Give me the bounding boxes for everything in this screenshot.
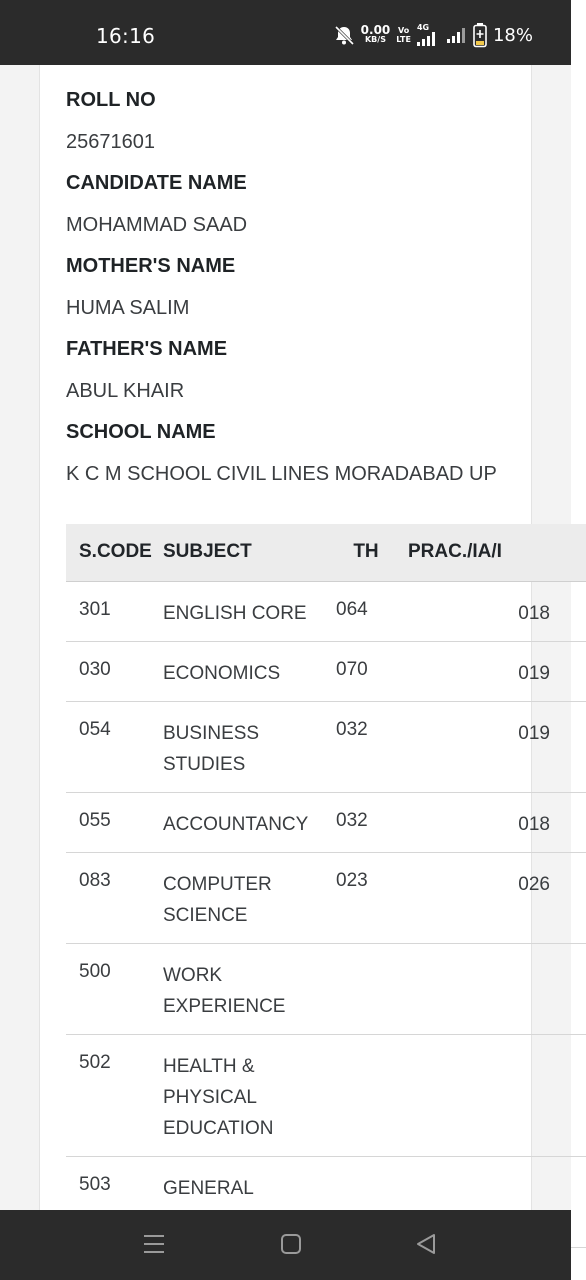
back-icon[interactable]: [414, 1232, 438, 1256]
cell-theory: [336, 1034, 396, 1156]
cell-code: 500: [66, 943, 163, 1034]
cell-code: 502: [66, 1034, 163, 1156]
cell-code: 503: [66, 1156, 163, 1247]
cell-subject: HEALTH & PHYSICAL EDUCATION: [163, 1034, 336, 1156]
marks-table-scroll[interactable]: [66, 524, 550, 1224]
cell-code: 030: [66, 641, 163, 701]
cell-theory: [336, 943, 396, 1034]
signal-icon-2: [447, 27, 467, 43]
cell-practical-value: 018: [518, 813, 550, 835]
header-theory: TH: [336, 524, 396, 581]
cell-subject: GENERAL: [163, 1156, 336, 1247]
menu-icon[interactable]: [142, 1232, 166, 1256]
net-speed-value: 0.00: [360, 23, 391, 37]
battery-icon: [473, 23, 487, 47]
header-subject: SUBJECT: [163, 524, 336, 581]
cell-subject: ECONOMICS: [163, 641, 336, 701]
signal-icon: [417, 32, 441, 46]
page-content[interactable]: [0, 65, 571, 1210]
cell-practical: [396, 1034, 586, 1156]
candidate-info: [66, 85, 526, 500]
table-row: [66, 852, 586, 943]
school-name-value: K C M SCHOOL CIVIL LINES MORADABAD UP: [66, 463, 497, 485]
cell-subject: COMPUTER SCIENCE: [163, 852, 336, 943]
candidate-name-label: CANDIDATE NAME: [66, 172, 247, 194]
cell-subject: ENGLISH CORE: [163, 581, 336, 641]
table-row: [66, 641, 586, 701]
result-card: [39, 65, 550, 1210]
table-row: [66, 701, 586, 792]
cell-subject: WORK EXPERIENCE: [163, 943, 336, 1034]
table-row: [66, 792, 586, 852]
cell-subject: ACCOUNTANCY: [163, 792, 336, 852]
header-code: S.CODE: [66, 524, 163, 581]
cell-practical: [396, 641, 586, 701]
father-name-value: ABUL KHAIR: [66, 380, 185, 402]
cell-practical: [396, 852, 586, 943]
cell-code: 301: [66, 581, 163, 641]
home-icon[interactable]: [279, 1232, 303, 1256]
father-name-label: FATHER'S NAME: [66, 338, 228, 360]
cell-code: 083: [66, 852, 163, 943]
roll-no-label: ROLL NO: [66, 89, 156, 111]
table-row: [66, 581, 586, 641]
cell-practical-value: 018: [518, 602, 550, 624]
cell-code: 054: [66, 701, 163, 792]
table-row: [66, 1034, 586, 1156]
cell-theory: 023: [336, 852, 396, 943]
cell-practical-value: 019: [518, 722, 550, 744]
volte-bottom: LTE: [396, 35, 411, 44]
cell-theory: 070: [336, 641, 396, 701]
status-icons: [333, 22, 533, 48]
table-header-row: [66, 524, 586, 581]
navigation-bar: [0, 1210, 571, 1280]
status-time: 16:16: [96, 24, 156, 48]
candidate-name-value: MOHAMMAD SAAD: [66, 214, 248, 236]
battery-percent: 18%: [492, 24, 533, 46]
volte-indicator: [396, 26, 411, 44]
cell-theory: 032: [336, 792, 396, 852]
cell-practical-value: 019: [518, 662, 550, 684]
network-type-label: 4G: [416, 23, 430, 32]
cell-practical: [396, 701, 586, 792]
volte-top: Vo: [398, 26, 410, 35]
cell-subject: BUSINESS STUDIES: [163, 701, 336, 792]
mother-name-label: MOTHER'S NAME: [66, 255, 236, 277]
mute-icon: [333, 25, 355, 45]
cell-theory: 064: [336, 581, 396, 641]
marks-table: [66, 524, 586, 1248]
mother-name-value: HUMA SALIM: [66, 297, 190, 319]
network-type: [417, 24, 441, 46]
table-row: [66, 943, 586, 1034]
net-speed: [360, 23, 391, 44]
marks-table-body: [66, 581, 586, 1247]
cell-code: 055: [66, 792, 163, 852]
cell-practical-value: 026: [518, 873, 550, 895]
header-practical: PRAC./IA/I: [396, 524, 586, 581]
roll-no-value: 25671601: [66, 131, 155, 153]
cell-practical: [396, 792, 586, 852]
cell-theory: 032: [336, 701, 396, 792]
net-speed-unit: KB/S: [364, 35, 386, 44]
cell-practical: [396, 943, 586, 1034]
cell-practical: [396, 581, 586, 641]
school-name-label: SCHOOL NAME: [66, 421, 216, 443]
status-bar: [0, 0, 571, 65]
